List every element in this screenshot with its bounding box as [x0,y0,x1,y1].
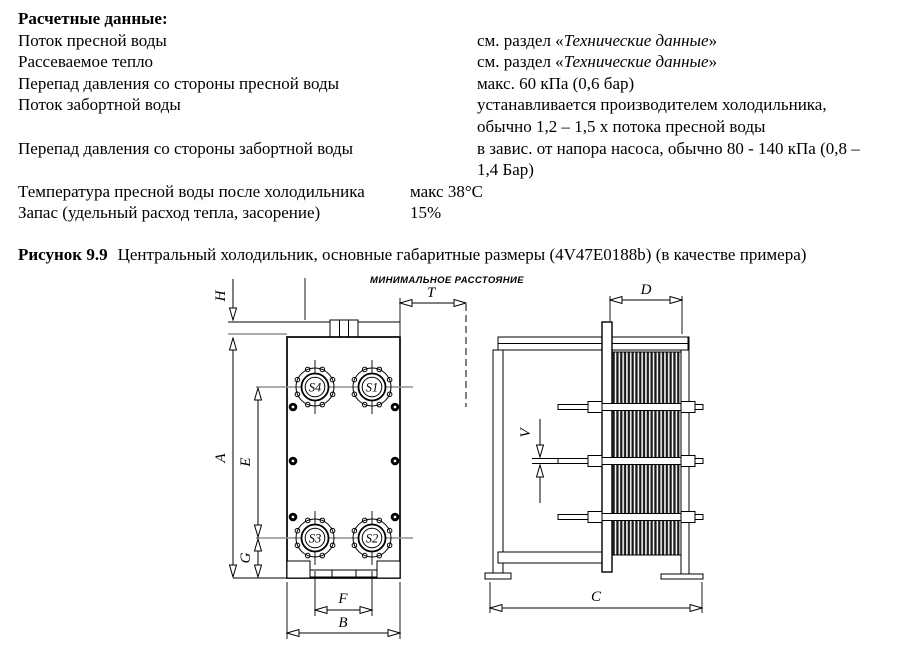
port-label-s4: S4 [308,380,322,395]
spec-value [477,30,717,52]
spec-value-text: см. раздел « [477,30,564,50]
spec-label: Перепад давления со стороны забортной воды [18,138,354,158]
dim-a [213,338,233,577]
support-column [493,350,503,573]
spec-value-text: макс. 60 кПа (0,6 бар) [477,73,635,93]
spec-label [18,159,477,181]
spec-value-text: 15% [410,203,442,223]
dim-label-b: B [338,615,348,631]
dim-e [238,388,258,537]
dim-d [610,282,682,334]
dim-label-h: H [213,290,229,302]
figure-number: Рисунок 9.9 [18,245,108,264]
spec-row [18,202,898,224]
spec-value-text: макс 38°С [410,181,483,201]
figure-caption [18,244,898,265]
spec-value [477,138,860,160]
spec-label: Запас (удельный расход тепла, засорение) [18,203,321,223]
spec-label: Рассеваемое тепло [18,52,154,72]
spec-label: Перепад давления со стороны пресной воды [18,73,340,93]
tie-bolt-row-top [558,402,703,413]
spec-table [18,8,898,224]
dim-label-f: F [338,591,348,607]
spec-value-text2: » [708,30,718,50]
fixed-plate-foot [661,574,703,579]
dim-label-c: C [590,589,602,605]
spec-value [477,94,827,116]
spec-value-text: 1,4 Бар) [477,160,534,180]
min-distance-note: МИНИМАЛЬНОЕ РАССТОЯНИЕ [370,275,524,286]
spec-label: Температура пресной воды после холодильника [18,181,365,201]
dim-h [213,279,233,320]
port-label-s3: S3 [308,531,322,546]
spec-row [18,138,898,160]
tie-bolt-row-middle [558,456,703,467]
dim-g [238,539,258,577]
spec-row [18,159,898,181]
spec-value-text: устанавливается производителем холодильника, [477,95,827,115]
spec-value [477,159,534,181]
spec-row [18,30,898,52]
bottom-rail [498,552,602,563]
spec-value [410,181,483,203]
spec-value-text: обычно 1,2 – 1,5 х потока пресной воды [477,116,766,136]
carrying-bar-side [498,337,688,350]
spec-heading: Расчетные данные: [18,9,168,28]
side-view [485,322,703,579]
tie-bolt-row-bottom [558,512,703,523]
dim-c [490,582,702,613]
spec-label: Поток пресной воды [18,30,167,50]
dim-label-d: D [640,282,652,298]
spec-row [18,181,898,203]
spec-value-text2: » [708,52,718,72]
dim-label-v: V [518,428,534,438]
spec-label [18,116,477,138]
port-label-s2: S2 [365,531,379,546]
technical-drawing [0,268,901,646]
dim-v [518,419,559,503]
spec-value [410,202,441,224]
dim-label-g: G [238,552,254,564]
pressure-plate [602,322,612,572]
port-label-s1: S1 [365,380,379,395]
spec-value-text: см. раздел « [477,52,564,72]
spec-value-text: в завис. от напора насоса, обычно 80 - 140 кПа (0,8 – [477,138,860,158]
plate-pack [612,352,681,555]
dim-label-t: T [426,285,436,301]
spec-value-italic: Технические данные [563,30,709,50]
spec-row [18,73,898,95]
spec-row [18,94,898,116]
figure-title: Центральный холодильник, основные габаритные размеры (4V47E0188b) (в качестве примера) [117,245,807,264]
spec-value [477,73,634,95]
dim-label-e: E [238,457,254,467]
spec-row [18,116,898,138]
spec-value-italic: Технические данные [563,52,709,72]
spec-label: Поток забортной воды [18,95,181,115]
lifting-block [330,320,358,337]
support-column-foot [485,573,511,579]
front-view [228,278,413,578]
spec-value [477,51,717,73]
spec-row [18,51,898,73]
spec-value [477,116,765,138]
dim-label-a: A [213,453,229,463]
dim-t [400,285,466,407]
